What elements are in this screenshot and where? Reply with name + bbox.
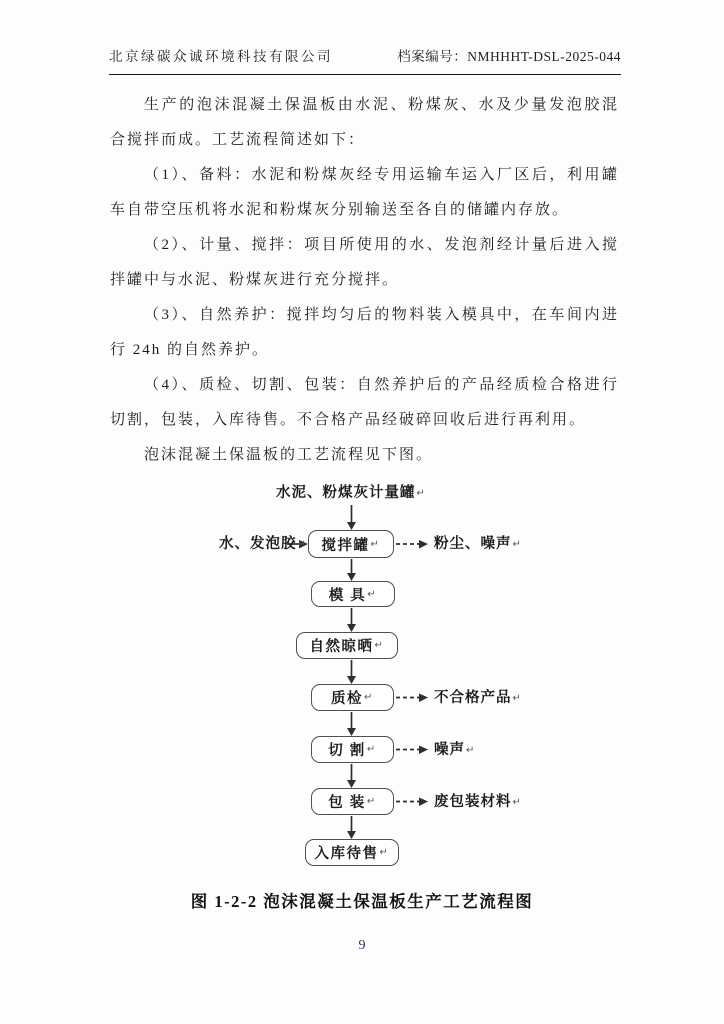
doc-number-label: 档案编号：: [397, 49, 468, 64]
page-number: 9: [358, 938, 366, 953]
flow-source-label: [0, 484, 702, 503]
flow-node-label: 包 装: [328, 795, 366, 811]
return-mark-icon: ↵: [512, 693, 522, 704]
flow-emission-text: 废包装材料: [434, 794, 512, 810]
flow-node-warehouse: [305, 839, 399, 866]
flow-node-label: 搅拌罐: [321, 537, 370, 554]
flow-emission-dust-noise: [434, 535, 522, 554]
flow-node-natural-drying: [296, 632, 398, 659]
paragraph-step3: （3）、自然养护：搅拌均匀后的物料装入模具中，在车间内进行 24h 的自然养护。: [110, 307, 619, 358]
paragraph-step4: （4）、质检、切割、包装：自然养护后的产品经质检合格进行切割，包装，入库待售。不合格产品经破碎回收后进行再利用。: [110, 377, 619, 428]
return-mark-icon: ↵: [364, 692, 374, 703]
flow-node-cutting: [311, 736, 394, 763]
figure-caption: 图 1-2-2 泡沫混凝土保温板生产工艺流程图: [190, 892, 534, 911]
return-mark-icon: ↵: [367, 588, 378, 600]
flow-node-label: 质检: [331, 691, 364, 707]
return-mark-icon: ↵: [416, 488, 426, 499]
paragraph-lead-figure: 泡沫混凝土保温板的工艺流程见下图。: [144, 447, 434, 463]
return-mark-icon: ↵: [379, 847, 390, 858]
return-mark-icon: ↵: [366, 744, 377, 755]
flow-node-mixing-tank: [308, 530, 394, 558]
body-text: [110, 88, 619, 473]
return-mark-icon: ↵: [512, 797, 522, 808]
flow-emission-rejects: [434, 689, 522, 708]
paragraph-step2: （2）、计量、搅拌：项目所使用的水、发泡剂经计量后进入搅拌罐中与水泥、粉煤灰进行充分搅拌。: [110, 237, 619, 288]
paragraph-step1: （1）、备料：水泥和粉煤灰经专用运输车运入厂区后，利用罐车自带空压机将水泥和粉煤灰分别输送至各自的储罐内存放。: [110, 167, 619, 218]
doc-number-value: NMHHHT-DSL-2025-044: [467, 49, 621, 64]
flow-node-label: 切 割: [328, 743, 366, 759]
flow-emission-noise: [434, 741, 475, 760]
return-mark-icon: ↵: [512, 539, 522, 550]
return-mark-icon: ↵: [374, 640, 385, 651]
flow-node-label: 自然晾晒: [309, 639, 374, 655]
paragraph-intro: 生产的泡沫混凝土保温板由水泥、粉煤灰、水及少量发泡胶混合搅拌而成。工艺流程简述如下：: [110, 97, 619, 148]
doc-number: [397, 45, 621, 65]
flow-node-mold: [311, 581, 395, 607]
flow-node-label: 模 具: [328, 587, 367, 604]
flow-node-label: 入库待售: [314, 846, 379, 862]
flow-emission-text: 粉尘、噪声: [434, 536, 512, 552]
return-mark-icon: ↵: [370, 538, 381, 550]
company-name: 北京绿碳众诚环境科技有限公司: [109, 49, 333, 64]
flow-input-text: 水、发泡胶: [219, 536, 297, 552]
flow-emission-text: 噪声: [434, 742, 465, 758]
return-mark-icon: ↵: [366, 796, 377, 807]
flow-node-quality-check: [311, 684, 394, 711]
return-mark-icon: ↵: [466, 745, 476, 756]
return-mark-icon: ↵: [297, 539, 307, 550]
process-flowchart: [0, 478, 724, 878]
flow-input-label: [219, 535, 307, 554]
flow-emission-text: 不合格产品: [434, 690, 512, 706]
flow-source-text: 水泥、粉煤灰计量罐: [276, 485, 416, 501]
page-header: [109, 45, 621, 75]
flow-emission-waste-packaging: [434, 793, 522, 812]
flow-node-packing: [311, 788, 394, 815]
